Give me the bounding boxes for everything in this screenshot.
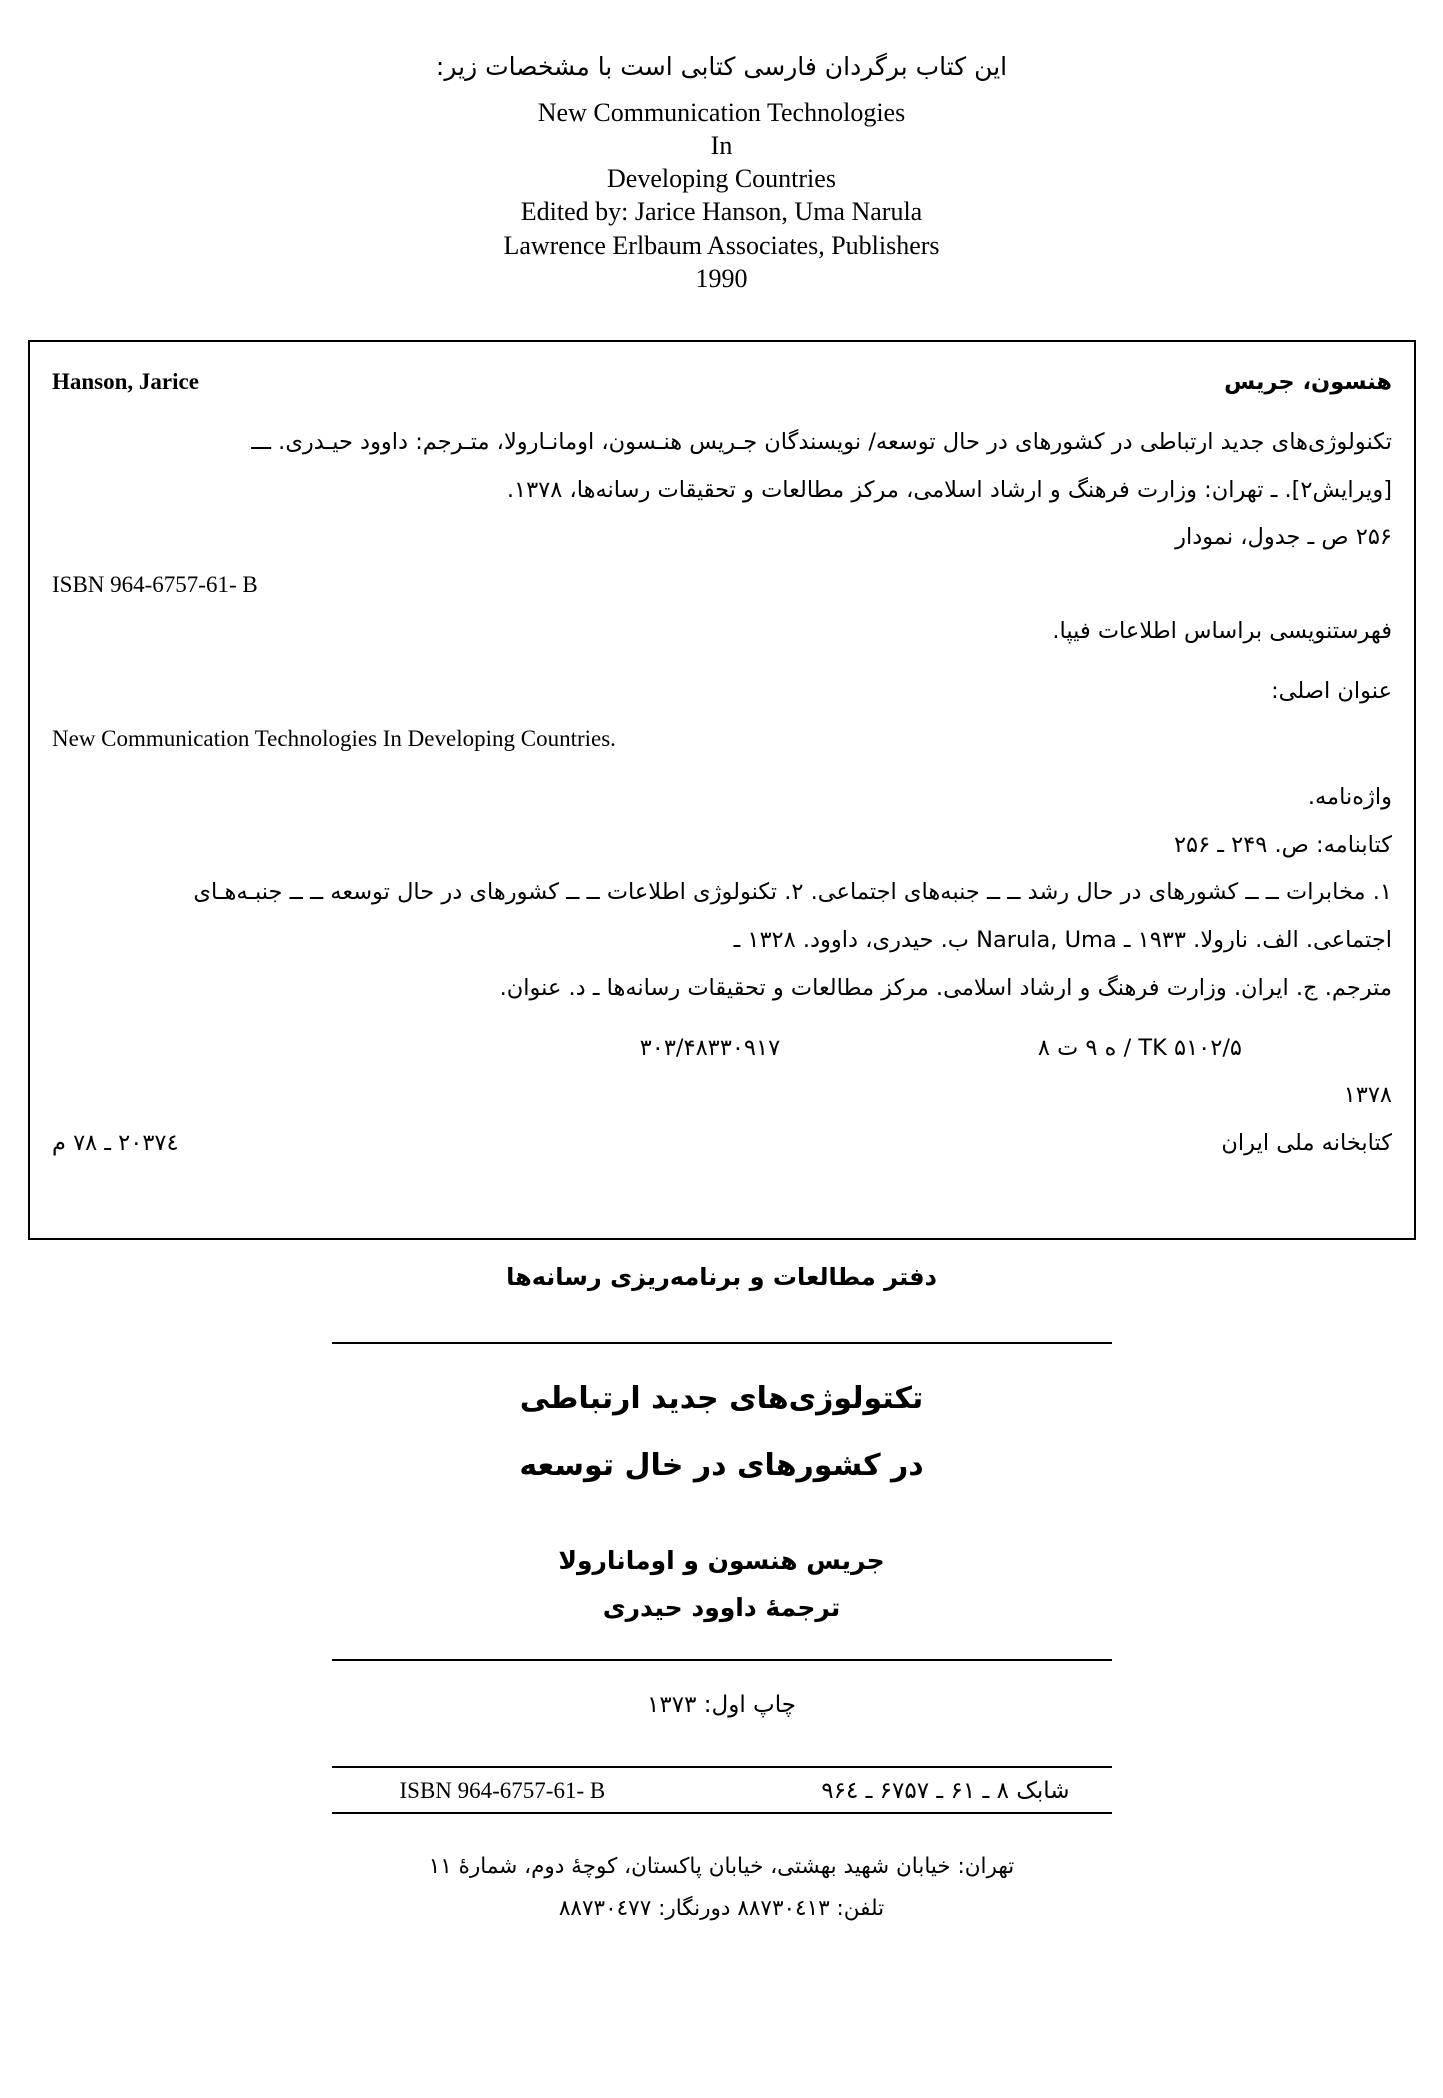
isbn-band	[332, 1768, 1112, 1812]
book-authors: جریس هنسون و اوماناروﻻ	[558, 1546, 885, 1576]
cip-classification-row	[52, 1032, 1392, 1066]
cip-cataloging-note: فهرستنویسی براساس اطلاعات فیپا.	[1052, 618, 1392, 645]
original-title-line-2: In	[710, 130, 733, 160]
original-editors-line: Edited by: Jarice Hanson, Uma Narula	[520, 197, 923, 227]
cip-original-title-en: New Communication Technologies In Developing Countries.	[52, 725, 616, 751]
cip-author-heading-en: Hanson, Jarice	[52, 369, 199, 394]
original-title-block	[0, 96, 1443, 296]
publisher-address-line-2: تلفن: ۸۸۷۳۰٤۱۳ دورنگار: ۸۸۷۳۰٤۷۷	[558, 1895, 885, 1921]
cip-dewey-number: ۳۰۳/۴۸۳۳۰۹۱۷	[639, 1034, 781, 1061]
isbn-persian: شابک ۸ ـ ۶۱ ـ ۶۷۵۷ ـ ۹۶٤	[821, 1777, 1070, 1804]
book-translator: ترجمهٔ داوود حیدری	[602, 1592, 841, 1622]
cip-record-box	[28, 340, 1416, 1240]
cip-original-title-label: عنوان اصلی:	[1271, 677, 1392, 704]
original-publisher-line: Lawrence Erlbaum Associates, Publishers	[503, 230, 940, 260]
title-page-block	[0, 1258, 1443, 1930]
cip-title-statement-line-1: تکنولوژی‌های جدید ارتباطی در کشورهای در حال توسعه/ نویسندگان جـریس هنـسون، اومانـارولا، متـرجم: داوود حیـدری. ـــ	[251, 428, 1392, 455]
cip-bibliography-note: کتابنامه: ص. ۲۴۹ ـ ۲۵۶	[1173, 831, 1392, 858]
cip-subjects-line-2: اجتماعی. الف. نارولا. ۱۹۳۳ ـ Narula, Uma ب. حیدری، داوود. ۱۳۲۸ ـ	[733, 927, 1392, 954]
cip-author-heading-row	[52, 366, 1392, 400]
cip-record-year: ۱۳۷۸	[1343, 1082, 1392, 1109]
edition-statement: چاپ اول: ۱۳۷۳	[647, 1691, 796, 1718]
book-title-line-2: در کشورهای در خال توسعه	[519, 1448, 924, 1484]
cip-glossary-note: واژه‌نامه.	[1307, 783, 1392, 810]
cip-national-library-label: کتابخانه ملی ایران	[1221, 1130, 1392, 1157]
isbn-latin: ISBN 964-6757-61- B	[399, 1777, 606, 1803]
publishing-office: دفتر مطالعات و برنامه‌ریزی رسانه‌ها	[506, 1263, 937, 1291]
cip-extent: ۲۵۶ ص ـ جدول، نمودار	[1175, 524, 1392, 551]
cip-title-statement-line-2: [ویرایش۲]. ـ تهران: وزارت فرهنگ و ارشاد اسلامی، مرکز مطالعات و تحقیقات رسانه‌ها، ۱۳۷۸.	[506, 476, 1392, 503]
cip-subjects-line-1: ۱. مخابرات ــ ــ کشورهای در حال رشد ــ ــ جنبه‌های اجتماعی. ۲. تکنولوژی اطلاعات ــ ــ کشورهای در حال توسعه ــ ــ جنبـه‌هـای	[193, 879, 1392, 906]
cip-isbn: ISBN 964-6757-61- B	[52, 572, 258, 597]
cip-national-library-number: ۲۰۳۷٤ ـ ۷۸ م	[52, 1130, 179, 1157]
cip-author-heading-fa: هنسون، جریس	[1224, 369, 1392, 395]
persian-source-note: این کتاب برگردان فارسی کتابی است با مشخصات زیر:	[435, 52, 1008, 81]
publisher-address-line-1: تهران: خیابان شهید بهشتی، خیابان پاکستان، کوچهٔ دوم، شمارهٔ ۱۱	[428, 1853, 1015, 1879]
cip-call-number: TK ۵۱۰۲/۵ / ه ۹ ت ۸	[1037, 1034, 1242, 1061]
cip-national-library-row	[52, 1127, 1392, 1161]
cip-added-entries: مترجم. ج. ایران. وزارت فرهنگ و ارشاد اسلامی. مرکز مطالعات و تحقیقات رسانه‌ها ـ د. عنوان.	[499, 974, 1392, 1001]
original-title-line-1: New Communication Technologies	[537, 97, 906, 127]
original-title-line-3: Developing Countries	[607, 164, 836, 194]
book-title-line-1: تکتولوژی‌های جدید ارتباطی	[519, 1381, 924, 1417]
page-header	[0, 48, 1443, 295]
original-year-line: 1990	[695, 263, 748, 293]
